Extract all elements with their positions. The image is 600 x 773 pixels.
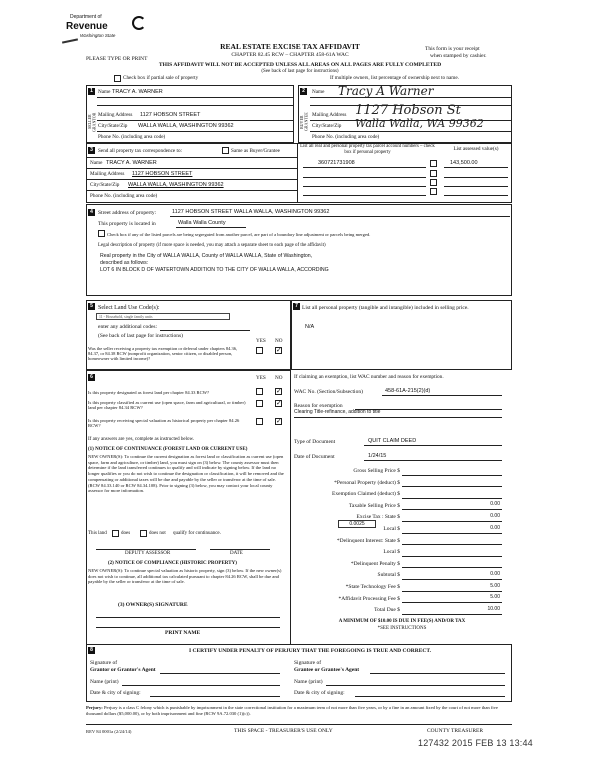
section-4-box <box>86 204 512 296</box>
doc-type-label: Type of Document <box>294 439 336 445</box>
seller-city-label: City/State/Zip <box>98 123 128 129</box>
qualify-label: qualify for continuance. <box>173 531 221 536</box>
calc-label: *Delinquent Penalty $ <box>350 560 400 567</box>
section-4-number: 4 <box>88 209 95 216</box>
calc-value: 5.00 <box>490 594 500 601</box>
seller-grantor-label: SELLER GRANTOR <box>87 112 97 132</box>
dept-line1: Department of <box>70 14 102 20</box>
partial-sale-label: Check box if partial sale of property <box>123 75 199 81</box>
same-as-buyer-label: Same as Buyer/Grantee <box>231 148 280 154</box>
personal-property-checkbox-4[interactable] <box>430 188 437 195</box>
partial-sale-checkbox[interactable] <box>114 75 121 82</box>
doc-date-label: Date of Document <box>294 454 335 460</box>
corr-name-value: TRACY A. WARNER <box>106 160 157 166</box>
corr-phone-label: Phone No. (including area code) <box>90 193 158 199</box>
wac-value: 458-61A-215(2)(d) <box>385 388 431 394</box>
land-use-selected: 11 - Household, single family units <box>99 315 153 319</box>
land-use-label: Select Land Use Code(s): <box>98 305 160 311</box>
assessed-header: List assessed value(s) <box>453 146 499 152</box>
calc-value: 0.00 <box>490 524 500 531</box>
located-value: Walla Walla County <box>178 220 226 226</box>
treasurer-use-only: THIS SPACE - TREASURER'S USE ONLY <box>234 728 333 734</box>
legal-description-label: Legal description of property (if more space is needed, you may attach a separate sheet to each page of the affidavit) <box>98 243 326 248</box>
please-type: PLEASE TYPE OR PRINT <box>86 56 148 62</box>
corr-city-value: WALLA WALLA, WASHINGTON 99362 <box>128 182 224 188</box>
receipt-line2: when stamped by cashier. <box>430 53 487 59</box>
form-chapter: CHAPTER 82.45 RCW – CHAPTER 458-61A WAC <box>231 52 349 58</box>
notice1-title: (1) NOTICE OF CONTINUANCE (FOREST LAND OR CURRENT USE) <box>88 447 248 452</box>
calc-label: Local $ <box>383 549 400 556</box>
section-2-number: 2 <box>300 88 307 95</box>
current-use-no-checkbox[interactable] <box>275 400 282 407</box>
does-label: does <box>121 531 131 536</box>
seller-name-label: Name <box>98 89 111 95</box>
calc-value: 0.00 <box>490 512 500 519</box>
located-label: This property is located in <box>98 221 156 227</box>
buyer-phone-label: Phone No. (including area code) <box>312 134 380 140</box>
section-1-number: 1 <box>88 88 95 95</box>
sig-right-2: Grantee or Grantee's Agent <box>294 667 360 673</box>
calc-value: 5.00 <box>490 582 500 589</box>
rev-number: REV 84 0001a (2/24/14) <box>86 729 132 734</box>
does-not-checkbox[interactable] <box>140 530 147 537</box>
list-personal-label: List all personal property (tangible and intangible) included in selling price. <box>302 305 469 311</box>
buyer-mailing-value: 1127 Hobson St <box>355 103 461 118</box>
sig-left-2: Grantor or Grantor's Agent <box>90 667 156 673</box>
wac-label: WAC No. (Section/Subsection) <box>294 389 363 395</box>
personal-property-checkbox-1[interactable] <box>430 160 437 167</box>
grantee-name-print: Name (print) <box>294 679 323 685</box>
exemption-yes-checkbox[interactable] <box>256 347 263 354</box>
certify-statement: I CERTIFY UNDER PENALTY OF PERJURY THAT THE FOREGOING IS TRUE AND CORRECT. <box>188 648 431 654</box>
corr-mailing-value: 1127 HOBSON STREET <box>132 171 193 177</box>
forest-question: Is this property designated as forest land per chapter 84.33 RCW? <box>88 390 210 395</box>
see-instructions: *SEE INSTRUCTIONS <box>377 626 427 631</box>
calc-label: Exemption Claimed (deduct) $ <box>332 491 400 498</box>
local-rate-box: 0.0025 <box>338 520 376 528</box>
forest-no-checkbox[interactable] <box>275 388 282 395</box>
does-checkbox[interactable] <box>112 530 119 537</box>
seller-mailing-label: Mailing Address <box>98 112 133 118</box>
perjury-notice <box>86 705 512 716</box>
street-value: 1127 HOBSON STREET WALLA WALLA, WASHINGTON 99362 <box>172 209 330 215</box>
calc-value: 0.00 <box>490 501 500 508</box>
section-6-box <box>86 370 291 645</box>
calc-label: Taxable Selling Price $ <box>348 502 400 509</box>
legal-line1: Real property in the City of WALLA WALLA, County of WALLA WALLA, State of Washington, <box>100 253 313 259</box>
section-6-number: 6 <box>88 374 95 381</box>
buyer-mailing-label: Mailing Address <box>312 112 347 118</box>
calc-label: Total Due $ <box>374 607 400 614</box>
calc-label: *Affidavit Processing Fee $ <box>338 595 400 602</box>
legal-line2: described as follows: <box>100 260 149 266</box>
deputy-assessor-label: DEPUTY ASSESSOR <box>125 551 171 556</box>
calc-label: *Personal Property (deduct) $ <box>334 479 400 486</box>
section-7-number: 7 <box>293 303 300 310</box>
same-as-buyer-checkbox[interactable] <box>222 147 229 154</box>
calc-label: Excise Tax : State $ <box>356 514 400 521</box>
corr-mailing-label: Mailing Address <box>90 171 125 177</box>
current-use-question: Is this property classified as current use (open space, farm and agricultural, or timber) land per chapter 84.34 RCW? <box>88 400 246 411</box>
buyer-city-label: City/State/Zip <box>312 123 342 129</box>
yes-label-5: YES <box>256 338 266 344</box>
exemption-question: Was the seller receiving a property tax exemption or deferral under chapters 84.36, 84.37, or 84.38 RCW (nonprofit organization, senior citizen, or disabled person, homeowner with limited income)? <box>88 346 238 362</box>
owner-signature-label: (3) OWNER(S) SIGNATURE <box>118 602 188 608</box>
legal-line3: LOT 6 IN BLOCK D OF WATERTOWN ADDITION TO THE CITY OF WALLA WALLA, ACCORDING <box>100 267 329 273</box>
assessed-value: 143,500.00 <box>450 160 478 166</box>
parcel-number: 360721731908 <box>318 160 355 166</box>
notice2-title: (2) NOTICE OF COMPLIANCE (HISTORIC PROPERTY) <box>108 561 237 566</box>
segregated-checkbox[interactable] <box>98 230 105 237</box>
reason-value: Clearing Title-refinance, addition to title <box>294 409 381 415</box>
does-not-label: does not <box>149 531 166 536</box>
sig-left-1: Signature of <box>90 660 118 666</box>
not-accepted-notice: THIS AFFIDAVIT WILL NOT BE ACCEPTED UNLESS ALL AREAS ON ALL PAGES ARE FULLY COMPLETED <box>158 62 442 68</box>
logo-swoosh-icon <box>132 16 146 30</box>
buyer-city-value: Walla Walla, WA 99362 <box>355 117 484 130</box>
sig-right-1: Signature of <box>294 660 322 666</box>
buyer-name-label: Name <box>312 89 325 95</box>
seller-name-value: TRACY A. WARNER <box>112 89 163 95</box>
revenue-logo <box>66 12 156 52</box>
doc-date-value: 1/24/15 <box>368 453 387 459</box>
grantee-date-place: Date & city of signing: <box>294 690 345 696</box>
notice2-body: NEW OWNER(S): To continue special valuation as historic property, sign (3) below. If the new owner(s) does not wish to continue, all additional tax calculated pursuant to chapter 84.26 RCW, shall be due and payable by the seller or transferor at the time of sale. <box>88 568 282 585</box>
section-5-number: 5 <box>88 303 95 310</box>
perjury-text: Perjury is a class C felony which is punishable by imprisonment in the state correctional institution for a maximum term of not more than five years, or by a fine in an amount fixed by the court of not more than five thousand dollars ($5,000.00), or by both imprisonment and fine (RCW 9A.72.030 (1)(c)). <box>86 705 498 716</box>
buyer-name-value: Tracy A Warner <box>338 84 434 98</box>
yes-label-6: YES <box>256 375 266 381</box>
calc-label: Local $ <box>383 526 400 532</box>
see-back-5: (See back of last page for instructions) <box>98 333 183 339</box>
county-treasurer: COUNTY TREASURER <box>427 728 484 734</box>
calc-value: 0.00 <box>490 570 500 577</box>
corr-city-label: City/State/Zip <box>90 182 120 188</box>
this-land-label: This land <box>88 531 107 536</box>
segregated-label: Check box if any of the listed parcels are being segregated from another parcel, are part of a boundary line adjustment or parcels being merged. <box>107 232 371 237</box>
form-title: REAL ESTATE EXCISE TAX AFFIDAVIT <box>220 42 360 51</box>
forest-yes-checkbox[interactable] <box>256 388 263 395</box>
parcel-list-header: List all real and personal property tax parcel account numbers – check box if personal property <box>300 144 435 155</box>
receipt-line1: This form is your receipt <box>425 46 480 52</box>
receipt-stamp: 127432 2015 FEB 13 13:44 <box>418 738 533 748</box>
send-correspondence-label: Send all property tax correspondence to: <box>98 148 182 154</box>
no-label-5: NO <box>275 338 283 344</box>
historic-question: Is this property receiving special valuation as historical property per chapter 84.26 RCW? <box>88 418 240 429</box>
reason-label: Reason for exemption <box>294 403 343 409</box>
additional-codes-label: enter any additional codes: <box>98 324 158 330</box>
buyer-grantee-label: BUYER GRANTEE <box>299 112 309 132</box>
section-3-number: 3 <box>88 147 95 154</box>
date-label-6: DATE <box>230 551 243 556</box>
grantor-name-print: Name (print) <box>90 679 119 685</box>
perjury-label: Perjury: <box>86 705 103 710</box>
corr-name-label: Name <box>90 160 103 166</box>
see-back-notice: (See back of last page for instructions) <box>261 69 339 74</box>
current-use-yes-checkbox[interactable] <box>256 400 263 407</box>
no-label-6: NO <box>275 375 283 381</box>
street-label: Street address of property: <box>98 210 157 216</box>
calc-label: Gross Selling Price $ <box>353 468 400 474</box>
historic-no-checkbox[interactable] <box>275 418 282 425</box>
if-yes-instruction: If any answers are yes, complete as instructed below. <box>88 437 195 442</box>
historic-yes-checkbox[interactable] <box>256 418 263 425</box>
dept-line3: Washington State <box>80 33 116 38</box>
land-use-select[interactable] <box>96 313 230 320</box>
calc-label: *Delinquent Interest: State $ <box>336 537 400 544</box>
personal-property-checkbox-2[interactable] <box>430 170 437 177</box>
claim-exemption-label: If claiming an exemption, list WAC number and reason for exemption. <box>294 374 444 380</box>
grantor-date-place: Date & city of signing: <box>90 690 141 696</box>
notice1-body: NEW OWNER(S): To continue the current designation as forest land or classification as current use (open space, farm and agriculture, or timber) land, you must sign on (3) below. The county assessor must then determine if the land transferred continues to qualify and will indicate by signing below. If the land no longer qualifies or you do not wish to continue the designation or classification, it will be removed and the compensating or additional taxes will be due and payable by the seller or transferor at the time of sale. (RCW 84.33.140 or RCW 84.34.108). Prior to signing (3) below, you may contact your local county assessor for more information. <box>88 454 284 494</box>
print-name-label: PRINT NAME <box>165 630 201 636</box>
minimum-notice: A MINIMUM OF $10.00 IS DUE IN FEE(S) AND/OR TAX <box>338 619 466 624</box>
calc-value: 10.00 <box>487 605 500 612</box>
section-8-number: 8 <box>88 647 95 654</box>
seller-city-value: WALLA WALLA, WASHINGTON 99362 <box>138 123 234 129</box>
personal-property-checkbox-3[interactable] <box>430 179 437 186</box>
personal-value: N/A <box>305 324 315 330</box>
doc-type-value: QUIT CLAIM DEED <box>368 438 417 444</box>
seller-mailing-value: 1127 HOBSON STREET <box>140 112 201 118</box>
calc-label: *State Technology Fee $ <box>345 584 400 590</box>
dept-line2: Revenue <box>66 21 108 32</box>
seller-phone-label: Phone No. (including area code) <box>98 134 166 140</box>
multiple-owners-label: If multiple owners, list percentage of ownership next to name. <box>330 75 459 81</box>
exemption-no-checkbox[interactable] <box>275 347 282 354</box>
calc-label: Subtotal $ <box>377 572 400 579</box>
